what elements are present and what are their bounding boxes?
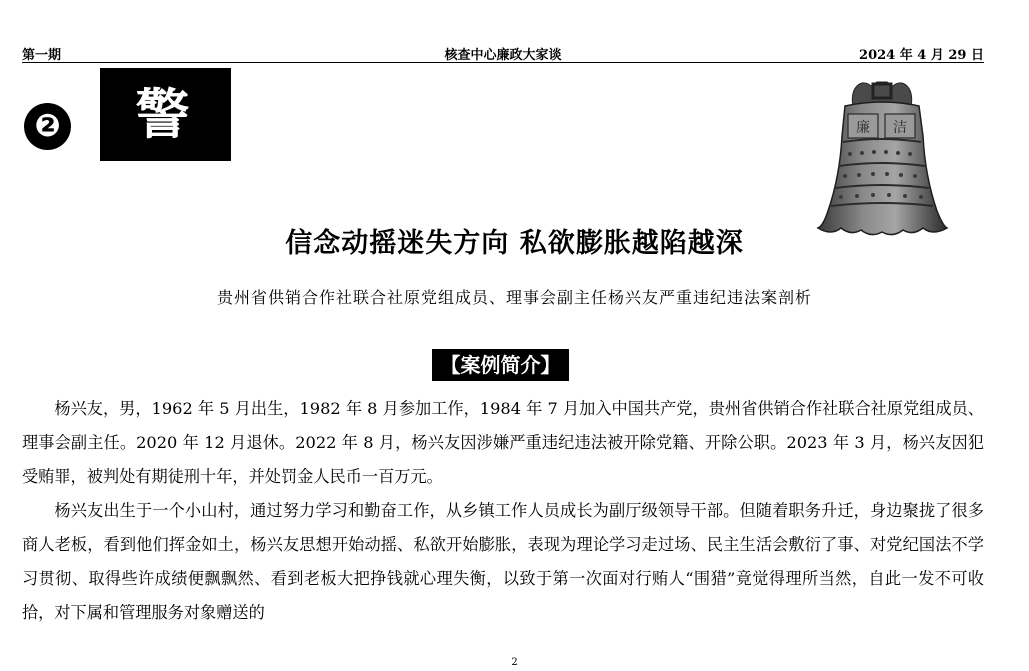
section-number-badge: ❷ [24,103,71,150]
issue-label: 第一期 [22,48,62,63]
section-title: 警 钟 [100,68,231,161]
svg-text:廉: 廉 [856,120,870,136]
svg-text:洁: 洁 [893,120,907,136]
publication-title: 核查中心廉政大家谈 [444,48,562,63]
issue-date: 2024 年 4 月 29 日 [859,48,984,63]
paragraph: 杨兴友，男，1962 年 5 月出生，1982 年 8 月参加工作，1984 年 7 月加入中国共产党，贵州省供销合作社联合社原党组成员、理事会副主任。2020 年 12 月退休。2022 年 8 月，杨兴友因涉嫌严重违纪违法被开除党籍、开除公职。2023 年 3 月，杨兴友因犯受贿罪，被判处有期徒刑十年，并处罚金人民币一百万元。 [22,399,984,486]
case-intro-label: 【案例简介】 [432,349,569,381]
bell-image [815,76,950,241]
article-body [22,392,984,630]
paragraph: 杨兴友出生于一个小山村，通过努力学习和勤奋工作，从乡镇工作人员成长为副厅级领导干部。但随着职务升迁，身边聚拢了很多商人老板，看到他们挥金如土，杨兴友思想开始动摇、私欲开始膨胀，表现为理论学习走过场、民主生活会敷衍了事、对党纪国法不学习贯彻、取得些许成绩便飘飘然、看到老板大把挣钱就心理失衡，以致于第一次面对行贿人“围猎”竟觉得理所当然，自此一发不可收拾，对下属和管理服务对象赠送的 [22,501,984,622]
article-subtitle: 贵州省供销合作社联合社原党组成员、理事会副主任杨兴友严重违纪违法案剖析 [216,288,812,307]
page-header [22,44,984,63]
article-title: 信念动摇迷失方向 私欲膨胀越陷越深 [285,228,744,259]
page-number: 2 [511,657,518,668]
